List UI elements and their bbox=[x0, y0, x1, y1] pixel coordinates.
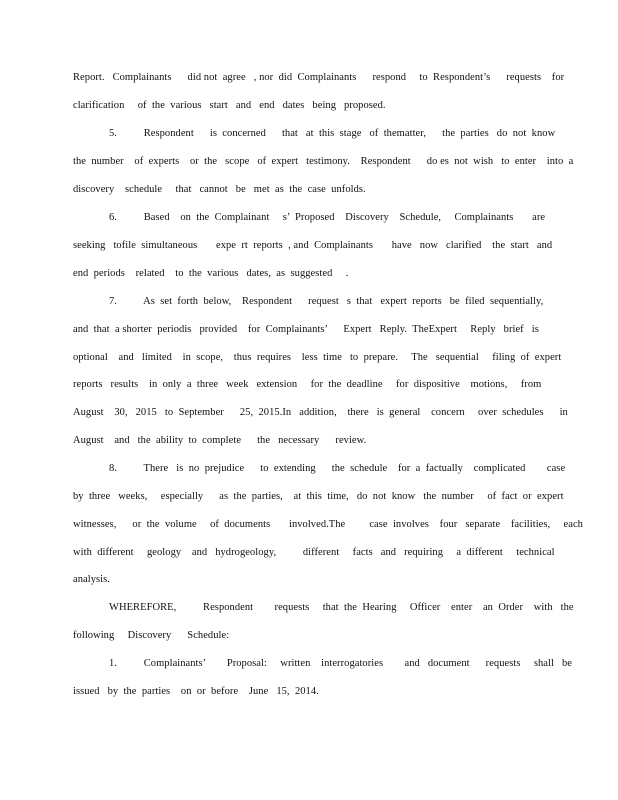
body-text-line: August and the ability to complete the necessary review. bbox=[73, 435, 367, 446]
paragraph-5-first-line: 5. Respondent is concerned that at this stage of thematter, the parties do not know bbox=[109, 128, 556, 139]
wherefore-paragraph-first-line: WHEREFORE, Respondent requests that the Hearing Officer enter an Order with the bbox=[109, 602, 574, 613]
paragraph-8-first-line: 8. There is no prejudice to extending the schedule for a factually complicated case bbox=[109, 463, 566, 474]
body-text-line: issued by the parties on or before June 15, 2014. bbox=[73, 686, 319, 697]
body-text-line: Report. Complainants did not agree , nor did Complainants respond to Respondent’s requests for bbox=[73, 72, 565, 83]
body-text-line: clarification of the various start and end dates being proposed. bbox=[73, 100, 386, 111]
body-text-line: following Discovery Schedule: bbox=[73, 630, 230, 641]
body-text-line: by three weeks, especially as the parties, at this time, do not know the number of fact or expert bbox=[73, 491, 564, 502]
body-text-line: discovery schedule that cannot be met as the case unfolds. bbox=[73, 184, 366, 195]
body-text-line: end periods related to the various dates, as suggested . bbox=[73, 268, 349, 279]
schedule-item-1-first-line: 1. Complainants’ Proposal: written interrogatories and document requests shall be bbox=[109, 658, 572, 669]
body-text-line: optional and limited in scope, thus requires less time to prepare. The sequential filing of expert bbox=[73, 352, 562, 363]
paragraph-7-first-line: 7. As set forth below, Respondent request s that expert reports be filed sequentially, bbox=[109, 296, 544, 307]
body-text-line: the number of experts or the scope of expert testimony. Respondent do es not wish to enter into a bbox=[73, 156, 574, 167]
body-text-line: analysis. bbox=[73, 574, 110, 585]
body-text-line: August 30, 2015 to September 25, 2015.In addition, there is general concern over schedules in bbox=[73, 407, 568, 418]
paragraph-6-first-line: 6. Based on the Complainant s’ Proposed Discovery Schedule, Complainants are bbox=[109, 212, 546, 223]
body-text-line: reports results in only a three week extension for the deadline for dispositive motions, from bbox=[73, 379, 542, 390]
body-text-line: with different geology and hydrogeology, different facts and requiring a different technical bbox=[73, 547, 555, 558]
body-text-line: witnesses, or the volume of documents involved.The case involves four separate facilities, each bbox=[73, 519, 583, 530]
body-text-line: seeking tofile simultaneous expe rt reports , and Complainants have now clarified the start and bbox=[73, 240, 553, 251]
body-text-line: and that a shorter periodis provided for Complainants’ Expert Reply. TheExpert Reply brief is bbox=[73, 324, 539, 335]
